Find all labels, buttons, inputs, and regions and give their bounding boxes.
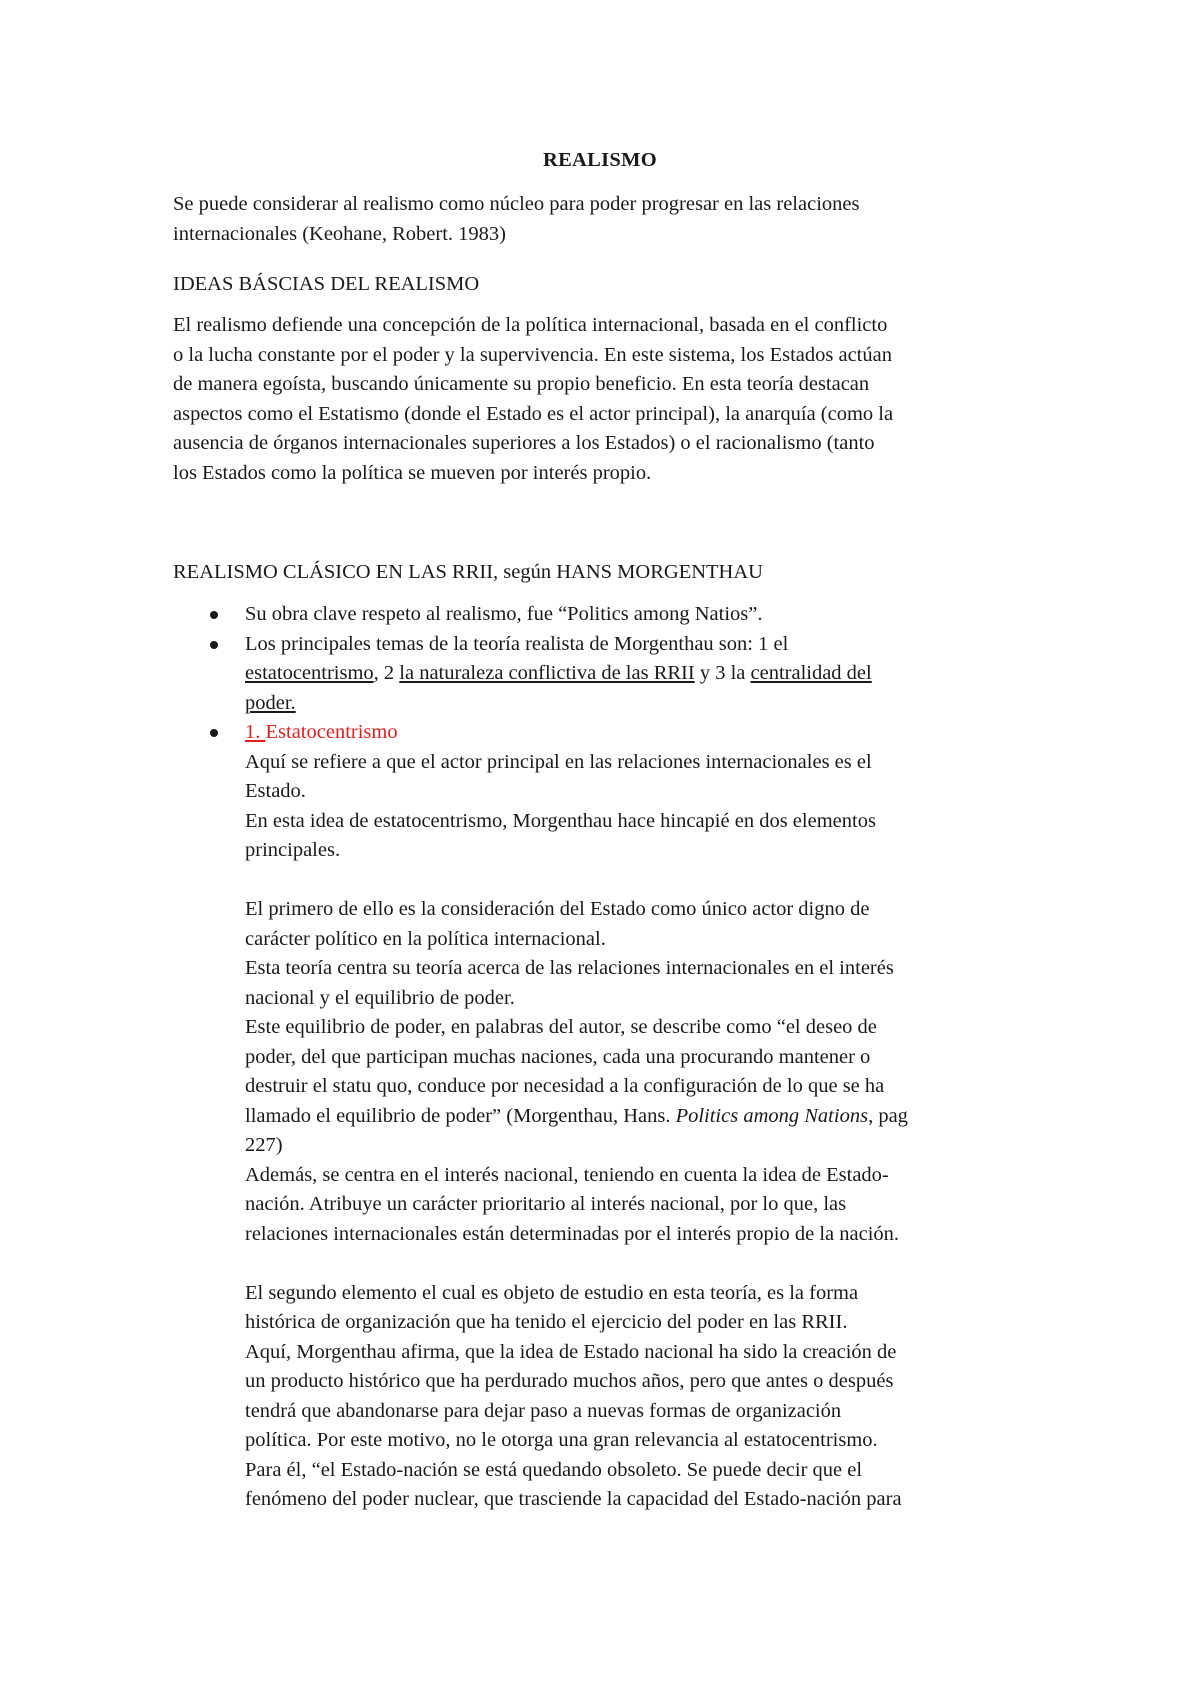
- bullet-text: Los principales temas de la teoría realista de Morgenthau son: 1 el: [245, 632, 789, 655]
- subsection-title: Estatocentrismo: [265, 721, 398, 743]
- body-line: destruir el statu quo, conduce por necesidad a la configuración de lo que se ha: [245, 1075, 885, 1097]
- body-line: nación. Atribuye un carácter prioritario al interés nacional, por lo que, las: [245, 1193, 847, 1215]
- body-line: Estado.: [245, 780, 306, 802]
- underlined-term: centralidad del: [750, 662, 872, 684]
- body-line: tendrá que abandonarse para dejar paso a nuevas formas de organización: [245, 1399, 842, 1422]
- underlined-term: la naturaleza conflictiva de las RRII: [399, 662, 695, 684]
- intro-paragraph: [173, 190, 1053, 249]
- bullet-text-line: [245, 659, 1053, 689]
- body-line: Aquí, Morgenthau afirma, que la idea de Estado nacional ha sido la creación de: [245, 1340, 897, 1363]
- body-line: El segundo elemento el cual es objeto de estudio en esta teoría, es la forma: [245, 1281, 859, 1304]
- bullet-list: [173, 600, 1053, 1515]
- text-run: llamado el equilibrio de poder” (Morgenthau, Hans.: [245, 1104, 676, 1127]
- body-line: un producto histórico que ha perdurado muchos años, pero que antes o después: [245, 1370, 894, 1392]
- intro-line: internacionales (Keohane, Robert. 1983): [173, 222, 507, 245]
- body-line: los Estados como la política se mueven por interés propio.: [173, 461, 652, 484]
- bullet-icon: [210, 611, 218, 619]
- body-line: política. Por este motivo, no le otorga una gran relevancia al estatocentrismo.: [245, 1429, 878, 1451]
- body-line: El primero de ello es la consideración del Estado como único actor digno de: [245, 898, 870, 920]
- bullet-text: Su obra clave respeto al realismo, fue “Politics among Natios”.: [245, 603, 763, 625]
- body-line: nacional y el equilibrio de poder.: [245, 986, 515, 1009]
- body-line: histórica de organización que ha tenido el ejercicio del poder en las RRII.: [245, 1311, 848, 1333]
- book-title: Politics among Nations: [675, 1104, 869, 1127]
- list-item: [173, 718, 1053, 1515]
- body-line: En esta idea de estatocentrismo, Morgenthau hace hincapié en dos elementos: [245, 809, 876, 832]
- body-line: o la lucha constante por el poder y la supervivencia. En este sistema, los Estados actúan: [173, 343, 892, 366]
- blank-line: [245, 866, 1053, 896]
- body-line: Este equilibrio de poder, en palabras del autor, se describe como “el deseo de: [245, 1016, 877, 1038]
- body-line: carácter político en la política internacional.: [245, 927, 606, 950]
- body-line: Además, se centra en el interés nacional, teniendo en cuenta la idea de Estado-: [245, 1163, 889, 1186]
- body-line: Aquí se refiere a que el actor principal en las relaciones internacionales es el: [245, 750, 872, 773]
- section-heading-classic: [173, 558, 1053, 588]
- body-line: aspectos como el Estatismo (donde el Estado es el actor principal), la anarquía (como la: [173, 402, 894, 425]
- bullet-icon: [210, 641, 218, 649]
- body-line: ausencia de órganos internacionales superiores a los Estados) o el racionalismo (tanto: [173, 432, 875, 454]
- section-heading-ideas: [173, 270, 1053, 300]
- text-run: , 2: [373, 662, 400, 684]
- body-line: de manera egoísta, buscando únicamente su propio beneficio. En esta teoría destacan: [173, 373, 870, 395]
- list-item: [173, 600, 1053, 630]
- body-line: 227): [245, 1134, 283, 1156]
- body-line: principales.: [245, 839, 341, 861]
- body-line: fenómeno del poder nuclear, que trasciende la capacidad del Estado-nación para: [245, 1488, 902, 1510]
- document-title: REALISMO: [542, 149, 658, 171]
- text-run: y 3 la: [694, 662, 751, 684]
- body-line: El realismo defiende una concepción de la política internacional, basada en el conflicto: [173, 314, 888, 336]
- body-line: Esta teoría centra su teoría acerca de las relaciones internacionales en el interés: [245, 957, 894, 979]
- underlined-term: estatocentrismo: [245, 662, 374, 684]
- subsection-heading: [245, 718, 1053, 748]
- intro-line: Se puede considerar al realismo como núcleo para poder progresar en las relaciones: [173, 193, 860, 215]
- body-line: Para él, “el Estado-nación se está quedando obsoleto. Se puede decir que el: [245, 1458, 863, 1481]
- blank-line: [245, 1249, 1053, 1279]
- body-line: poder, del que participan muchas naciones, cada una procurando mantener o: [245, 1045, 871, 1068]
- text-run: , pag: [868, 1104, 908, 1127]
- bullet-icon: [210, 729, 218, 737]
- list-item: [173, 630, 1053, 719]
- section-heading-text: IDEAS BÁSCIAS DEL REALISMO: [173, 273, 480, 295]
- ideas-paragraph: [173, 311, 1053, 488]
- body-line: relaciones internacionales están determinadas por el interés propio de la nación.: [245, 1222, 900, 1245]
- citation-line: [245, 1102, 1053, 1132]
- subsection-number: 1.: [245, 721, 266, 743]
- underlined-term: poder.: [245, 691, 296, 714]
- bullet-text-line: [245, 689, 1053, 719]
- section-heading-text: REALISMO CLÁSICO EN LAS RRII, según HANS MORGENTHAU: [173, 561, 763, 583]
